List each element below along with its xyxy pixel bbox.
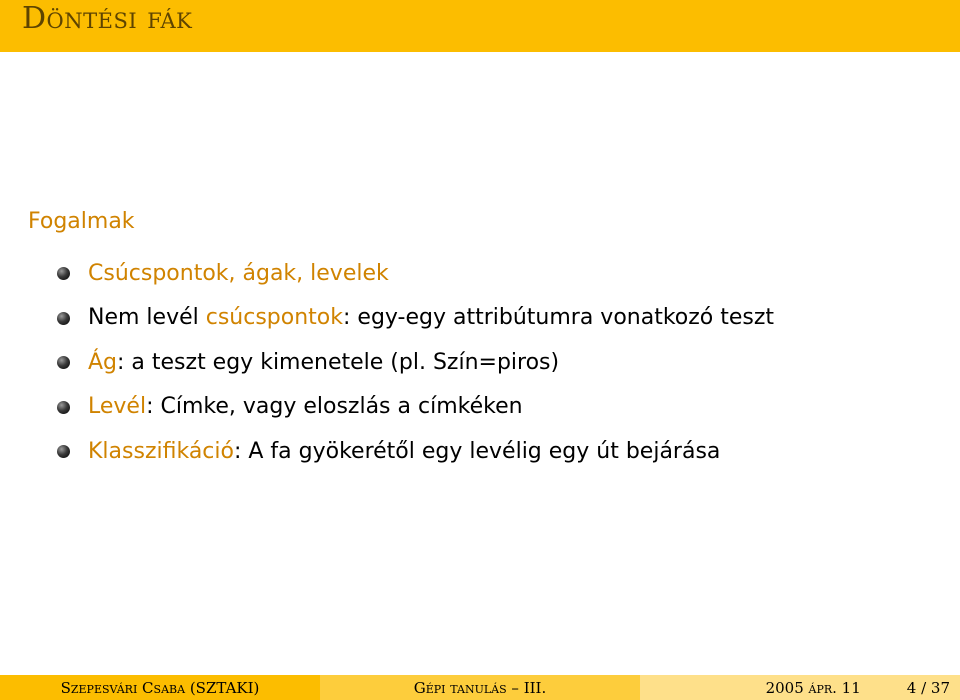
list-item-term: Klasszifikáció — [88, 438, 234, 464]
list-item-rest: : A fa gyökerétől egy levélig egy út bejárása — [233, 438, 721, 464]
list-item-rest: : a teszt egy kimenetele (pl. Szín=piros) — [117, 349, 560, 375]
list-item — [55, 296, 774, 341]
list-item-rest: : egy-egy attribútumra vonatkozó teszt — [343, 305, 775, 331]
bullet-icon — [57, 312, 70, 325]
list-item — [55, 429, 774, 474]
list-item-text — [88, 305, 774, 330]
footer-title-section — [320, 675, 640, 700]
list-item-text — [88, 350, 559, 375]
bullet-icon — [57, 401, 70, 414]
list-item-term: Levél — [88, 394, 147, 420]
list-item — [55, 340, 774, 385]
bullet-icon — [57, 445, 70, 458]
footer-page-number: 4 / 37 — [906, 678, 950, 697]
list-item-text — [88, 394, 523, 419]
list-item-prefix: Nem levél — [88, 305, 206, 331]
list-item-text — [88, 439, 720, 464]
list-item-term: Csúcspontok, ágak, levelek — [88, 260, 389, 286]
list-item-text — [88, 261, 389, 286]
bullet-icon — [57, 356, 70, 369]
block-title: Fogalmak — [28, 209, 135, 234]
footer-author-section — [0, 675, 320, 700]
bullet-icon — [57, 267, 70, 280]
list-item-term: Ág — [88, 349, 118, 375]
footer-date-section — [640, 675, 960, 700]
list-item-rest: : Címke, vagy eloszlás a címkéken — [146, 394, 523, 420]
list-item-term: csúcspontok — [205, 305, 343, 331]
footer-institute: (SZTAKI) — [189, 678, 260, 697]
footer-author: Szepesvári Csaba — [60, 678, 186, 697]
title-bar — [0, 0, 960, 52]
frame-title: Döntési fák — [22, 1, 193, 36]
footer — [0, 675, 960, 700]
footer-date: 2005 ápr. 11 — [765, 678, 861, 697]
footer-talk-title: Gépi tanulás – III. — [413, 678, 547, 697]
list-item — [55, 385, 774, 430]
list-item — [55, 251, 774, 296]
bullet-list — [55, 251, 774, 474]
